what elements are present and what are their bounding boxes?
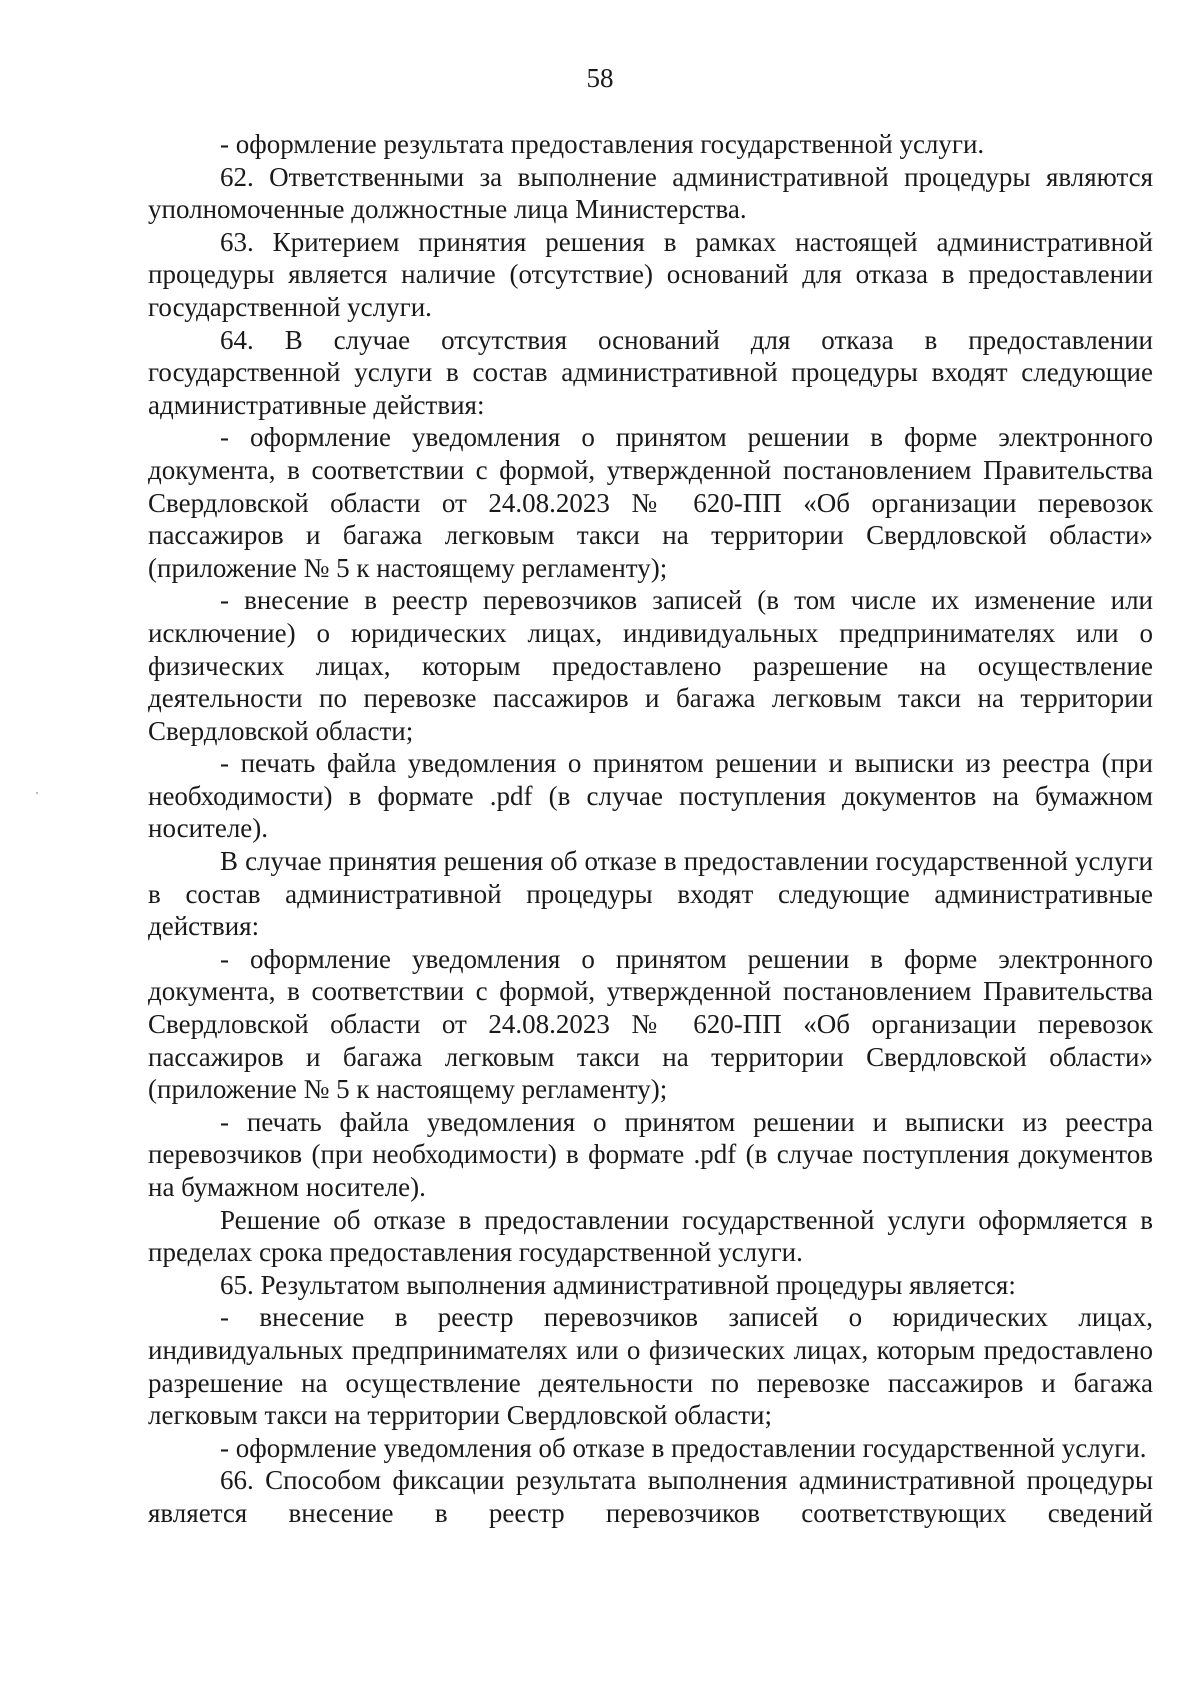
paragraph-refusal-item-notification: - оформление уведомления о принятом решении в форме электронного документа, в соответствии с формой, утвержденной постановлением Правительства Свердловской области от 24.08.2023 № 620-ПП «Об организации перевозок пассажиров и багажа легковым такси на территории Свердловской области» (приложение № 5 к настоящему регламенту); xyxy=(148,943,1153,1105)
paragraph-66: 66. Способом фиксации результата выполнения административной процедуры является внесение в реестр перевозчиков соответствующих сведений xyxy=(148,1465,1153,1528)
document-body xyxy=(148,128,1153,1530)
paragraph-63: 63. Критерием принятия решения в рамках настоящей административной процедуры является наличие (отсутствие) оснований для отказа в предоставлении государственной услуги. xyxy=(148,226,1153,322)
paragraph-64-item-notification: - оформление уведомления о принятом решении в форме электронного документа, в соответствии с формой, утвержденной постановлением Правительства Свердловской области от 24.08.2023 № 620-ПП «Об организации перевозок пассажиров и багажа легковым такси на территории Свердловской области» (приложение № 5 к настоящему регламенту); xyxy=(148,422,1153,583)
paragraph-65: 65. Результатом выполнения административной процедуры является: xyxy=(220,1269,1016,1300)
scan-artifact xyxy=(36,792,38,794)
page-number: 58 xyxy=(586,63,614,93)
paragraph-refusal-item-print: - печать файла уведомления о принятом решении и выписки из реестра перевозчиков (при необходимости) в формате .pdf (в случае поступления документов на бумажном носителе). xyxy=(148,1106,1153,1202)
paragraph-62: 62. Ответственными за выполнение административной процедуры являются уполномоченные должностные лица Министерства. xyxy=(148,161,1153,225)
paragraph-result-formatting: - оформление результата предоставления государственной услуги. xyxy=(220,129,985,159)
paragraph-64: 64. В случае отсутствия оснований для отказа в предоставлении государственной услуги в состав административной процедуры входят следующие административные действия: xyxy=(148,324,1153,420)
paragraph-65-item-registry: - внесение в реестр перевозчиков записей о юридических лицах, индивидуальных предпринимателях или о физических лицах, которым предоставлено разрешение на осуществление деятельности по перевозке пассажиров и багажа легковым такси на территории Свердловской области; xyxy=(148,1302,1153,1431)
paragraph-65-item-refusal: - оформление уведомления об отказе в предоставлении государственной услуги. xyxy=(220,1432,1147,1463)
paragraph-refusal-deadline: Решение об отказе в предоставлении государственной услуги оформляется в пределах срока предоставления государственной услуги. xyxy=(148,1204,1153,1268)
paragraph-refusal-case: В случае принятия решения об отказе в предоставлении государственной услуги в состав административной процедуры входят следующие административные действия: xyxy=(148,846,1153,942)
paragraph-64-item-print: - печать файла уведомления о принятом решении и выписки из реестра (при необходимости) в формате .pdf (в случае поступления документов на бумажном носителе). xyxy=(148,748,1153,844)
paragraph-64-item-registry: - внесение в реестр перевозчиков записей (в том числе их изменение или исключение) о юридических лицах, индивидуальных предпринимателях или о физических лицах, которым предоставлено разрешение на осуществление деятельности по перевозке пассажиров и багажа легковым такси на территории Свердловской области; xyxy=(148,585,1153,746)
